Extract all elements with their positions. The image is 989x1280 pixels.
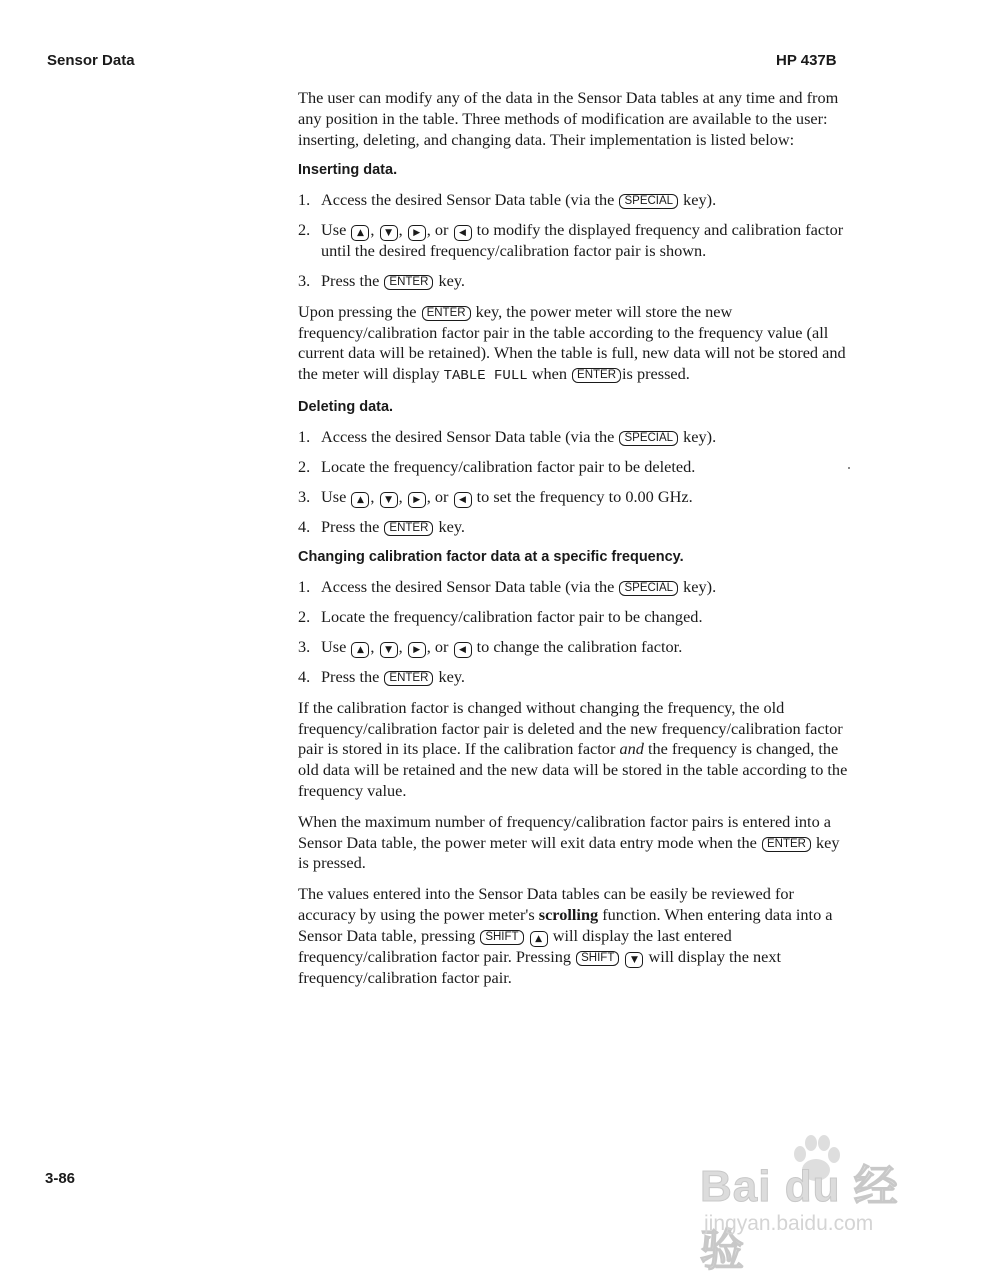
step-text: key). [683, 190, 717, 210]
paragraph-text: is pressed. [622, 364, 690, 384]
punctuation: , or [426, 220, 449, 240]
scan-speck [848, 467, 850, 469]
left-arrow-key-icon: ◀ [454, 642, 472, 658]
step-text: Press the [321, 516, 380, 536]
enter-key: ENTER [762, 837, 811, 852]
paragraph-text: the frequency is changed, the old data will be retained and the new data will be stored in the table according to the frequency value. [298, 739, 848, 800]
changing-heading: Changing calibration factor data at a specific frequency. [298, 549, 684, 566]
step-text: Use [321, 220, 347, 240]
step-number: 1. [298, 190, 311, 210]
punctuation: , [398, 220, 403, 240]
enter-key: ENTER [572, 368, 621, 383]
list-item [298, 220, 848, 262]
step-number: 3. [298, 486, 311, 506]
paragraph-text: If the calibration factor is changed without changing the frequency, the old frequency/calibration factor pair is deleted and the new frequency/calibration factor pair is stored in its place. If the calibration factor [298, 697, 843, 759]
punctuation: , or [426, 486, 449, 506]
step-number: 1. [298, 426, 311, 446]
special-key: SPECIAL [619, 581, 678, 596]
paragraph-text: key is pressed. [298, 832, 840, 873]
list-item [298, 637, 848, 658]
list-item [298, 607, 848, 628]
step-text: key. [438, 666, 466, 686]
up-arrow-key-icon: ▲ [351, 225, 369, 241]
running-header-section: Sensor Data [47, 52, 135, 69]
step-number: 2. [298, 607, 311, 627]
list-item [298, 427, 848, 448]
paragraph-text: when [531, 364, 567, 384]
paragraph-text: When the maximum number of frequency/calibration factor pairs is entered into a Sensor Data table, the power meter will exit data entry mode when the [298, 811, 832, 852]
list-item [298, 457, 848, 478]
scrolling-paragraph [298, 884, 848, 988]
step-text: Use [321, 636, 347, 656]
up-arrow-key-icon: ▲ [351, 642, 369, 658]
baidu-watermark [700, 1130, 940, 1275]
step-text: Access the desired Sensor Data table (via the [321, 577, 615, 597]
punctuation: , [370, 486, 375, 506]
display-message: TABLE FULL [443, 368, 528, 385]
down-arrow-key-icon: ▼ [380, 492, 398, 508]
paragraph-text: Upon pressing the [298, 301, 417, 321]
paragraph-text: The values entered into the Sensor Data tables can be easily be reviewed for accuracy by using the power meter's [298, 884, 794, 924]
step-text: key. [438, 270, 466, 290]
inserting-paragraph [298, 302, 848, 387]
punctuation: , [370, 636, 375, 656]
inserting-heading: Inserting data. [298, 162, 398, 179]
punctuation: , [370, 220, 375, 240]
watermark-url: jingyan.baidu.com [704, 1212, 874, 1235]
step-text: Press the [321, 270, 380, 290]
list-item [298, 517, 848, 538]
step-text: to change the calibration factor. [476, 636, 683, 656]
list-item [298, 577, 848, 598]
list-item [298, 190, 848, 211]
deleting-steps [298, 427, 848, 537]
step-number: 4. [298, 516, 311, 536]
special-key: SPECIAL [619, 194, 678, 209]
left-arrow-key-icon: ◀ [454, 492, 472, 508]
page-number: 3-86 [45, 1170, 76, 1187]
shift-key: SHIFT [576, 951, 619, 966]
step-text: Use [321, 486, 347, 506]
step-text: Press the [321, 666, 380, 686]
step-number: 1. [298, 577, 311, 597]
intro-paragraph: The user can modify any of the data in the Sensor Data tables at any time and from any position in the table. Three methods of modification are available to the user: inserting, deleting, and changing data. Their implementation is listed below: [298, 88, 839, 149]
step-text: key. [438, 516, 466, 536]
enter-key: ENTER [384, 521, 433, 536]
list-item [298, 487, 848, 508]
right-arrow-key-icon: ▶ [408, 492, 426, 508]
step-text: to set the frequency to 0.00 GHz. [476, 486, 693, 506]
step-number: 4. [298, 666, 311, 686]
enter-key: ENTER [422, 306, 471, 321]
punctuation: , or [426, 636, 449, 656]
step-text: Access the desired Sensor Data table (via the [321, 190, 615, 210]
up-arrow-key-icon: ▲ [530, 931, 548, 947]
step-number: 2. [298, 220, 311, 240]
step-text: to modify the displayed frequency and calibration factor until the desired frequency/calibration factor pair is shown. [321, 220, 844, 261]
step-number: 2. [298, 456, 311, 476]
left-arrow-key-icon: ◀ [454, 225, 472, 241]
step-text: Locate the frequency/calibration factor pair to be deleted. [321, 456, 696, 476]
enter-key: ENTER [384, 275, 433, 290]
down-arrow-key-icon: ▼ [625, 952, 643, 968]
emphasis: and [619, 739, 644, 759]
up-arrow-key-icon: ▲ [351, 492, 369, 508]
paragraph-text: key, the power meter will store the new frequency/calibration factor pair in the table according to the frequency value (all current data will be retained). When the table is full, new data will not be stored and the meter will display [298, 301, 846, 384]
special-key: SPECIAL [619, 431, 678, 446]
inserting-steps [298, 190, 848, 291]
changing-paragraph-2 [298, 812, 848, 874]
changing-paragraph-1 [298, 698, 848, 802]
list-item [298, 271, 848, 292]
bold-term: scrolling [538, 904, 599, 924]
paragraph-text: function. When entering data into a Sensor Data table, pressing [298, 904, 833, 945]
paragraph-text: will display the next frequency/calibration factor pair. [298, 946, 782, 987]
list-item [298, 667, 848, 688]
deleting-heading: Deleting data. [298, 398, 394, 415]
page-body [298, 88, 848, 999]
step-text: key). [683, 426, 717, 446]
changing-steps [298, 577, 848, 687]
shift-key: SHIFT [480, 930, 523, 945]
right-arrow-key-icon: ▶ [408, 225, 426, 241]
step-number: 3. [298, 270, 311, 290]
step-number: 3. [298, 636, 311, 656]
step-text: Locate the frequency/calibration factor pair to be changed. [321, 607, 703, 627]
right-arrow-key-icon: ▶ [408, 642, 426, 658]
step-text: key). [683, 577, 717, 597]
step-text: Access the desired Sensor Data table (via the [321, 426, 615, 446]
punctuation: , [398, 636, 403, 656]
punctuation: , [398, 486, 403, 506]
enter-key: ENTER [384, 671, 433, 686]
paragraph-text: will display the last entered frequency/calibration factor pair. Pressing [298, 925, 732, 966]
watermark-main: Bai du 经验 [700, 1162, 899, 1275]
running-header-model: HP 437B [776, 52, 837, 69]
down-arrow-key-icon: ▼ [380, 642, 398, 658]
down-arrow-key-icon: ▼ [380, 225, 398, 241]
